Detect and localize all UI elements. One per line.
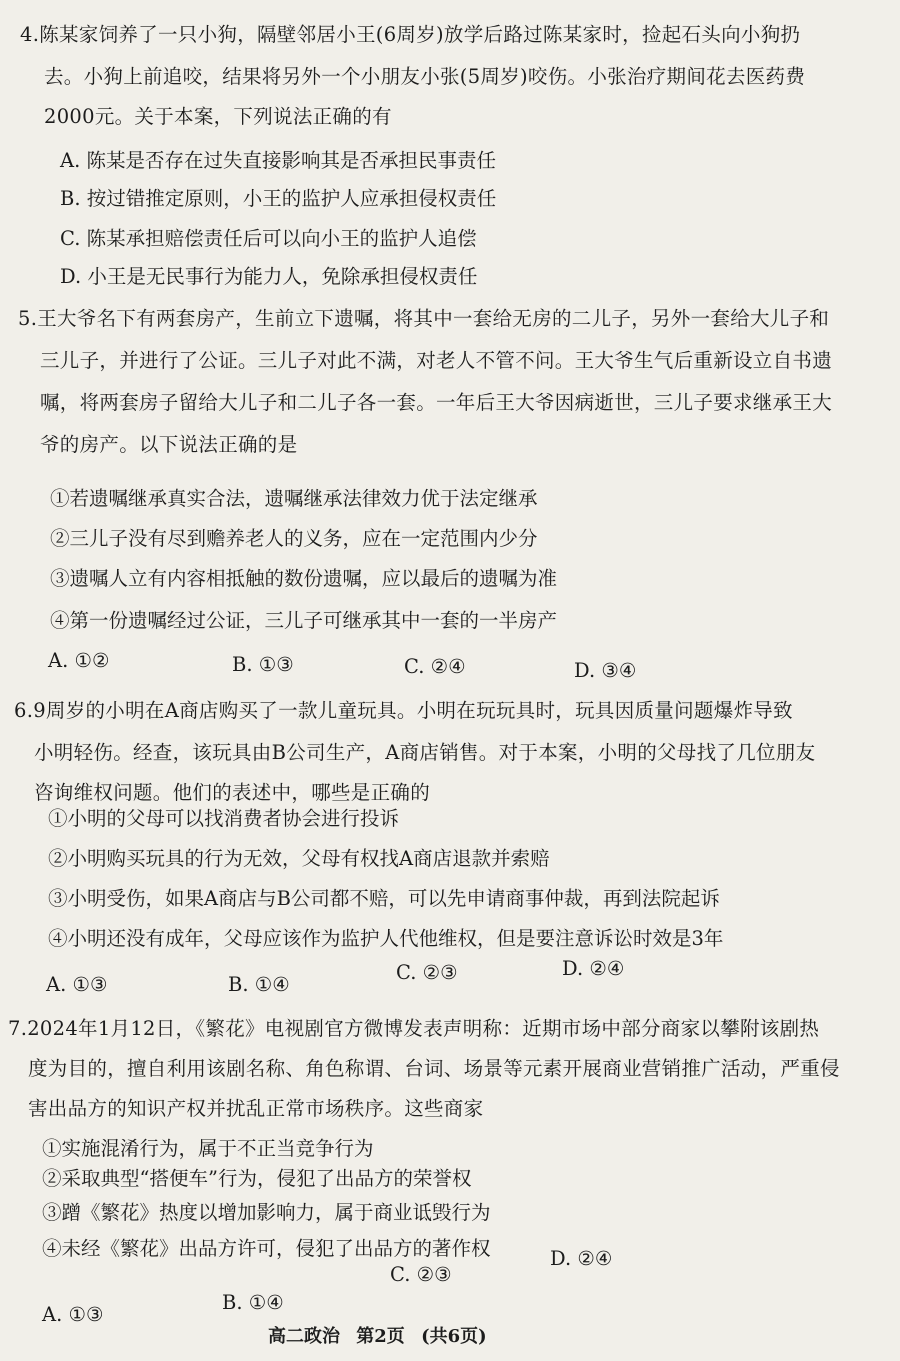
statement-2: ②采取典型“搭便车”行为，侵犯了出品方的荣誉权 <box>42 1167 472 1190</box>
option-b[interactable]: B. ①④ <box>222 1291 284 1314</box>
question-stem-line: 度为目的，擅自利用该剧名称、角色称谓、台词、场景等元素开展商业营销推广活动，严重侵 <box>28 1057 840 1080</box>
option-c[interactable]: C. ②④ <box>404 655 466 678</box>
footer-total-pages: (共6页) <box>421 1326 487 1347</box>
statement-1: ①小明的父母可以找消费者协会进行投诉 <box>48 807 400 830</box>
option-b[interactable]: B. ①③ <box>232 653 294 676</box>
option-b[interactable]: B. 按过错推定原则，小王的监护人应承担侵权责任 <box>60 187 497 210</box>
question-stem-line: 7.2024年1月12日，《繁花》电视剧官方微博发表声明称：近期市场中部分商家以攀附该剧热 <box>8 1017 820 1040</box>
statement-3: ③小明受伤，如果A商店与B公司都不赔，可以先申请商事仲裁，再到法院起诉 <box>48 887 720 910</box>
option-d[interactable]: D. ②④ <box>550 1247 613 1270</box>
option-d[interactable]: D. ②④ <box>562 957 625 980</box>
question-stem-line: 去。小狗上前追咬，结果将另外一个小朋友小张(5周岁)咬伤。小张治疗期间花去医药费 <box>44 65 806 88</box>
option-a[interactable]: A. ①③ <box>46 973 108 996</box>
statement-3: ③遗嘱人立有内容相抵触的数份遗嘱，应以最后的遗嘱为准 <box>50 567 558 590</box>
footer-page-number: 第2页 <box>356 1326 405 1347</box>
option-d[interactable]: D. ③④ <box>574 659 637 682</box>
page-footer <box>268 1322 497 1348</box>
option-d[interactable]: D. 小王是无民事行为能力人，免除承担侵权责任 <box>60 265 478 288</box>
question-stem-line: 小明轻伤。经查，该玩具由B公司生产，A商店销售。对于本案，小明的父母找了几位朋友 <box>34 741 816 764</box>
statement-2: ②三儿子没有尽到赡养老人的义务，应在一定范围内少分 <box>50 527 538 550</box>
question-stem-line: 5.王大爷名下有两套房产，生前立下遗嘱，将其中一套给无房的二儿子，另外一套给大儿子和 <box>18 307 830 330</box>
statement-4: ④未经《繁花》出品方许可，侵犯了出品方的著作权 <box>42 1237 491 1260</box>
question-stem-line: 咨询维权问题。他们的表述中，哪些是正确的 <box>34 781 431 804</box>
question-stem-line: 嘱，将两套房子留给大儿子和二儿子各一套。一年后王大爷因病逝世，三儿子要求继承王大 <box>40 391 833 414</box>
question-stem-line: 4.陈某家饲养了一只小狗，隔壁邻居小王(6周岁)放学后路过陈某家时，捡起石头向小狗扔 <box>20 23 801 46</box>
option-c[interactable]: C. 陈某承担赔偿责任后可以向小王的监护人追偿 <box>60 227 477 250</box>
question-stem-line: 爷的房产。以下说法正确的是 <box>40 433 298 456</box>
option-c[interactable]: C. ②③ <box>396 961 458 984</box>
statement-4: ④小明还没有成年，父母应该作为监护人代他维权，但是要注意诉讼时效是3年 <box>48 927 724 950</box>
question-stem-line: 6.9周岁的小明在A商店购买了一款儿童玩具。小明在玩玩具时，玩具因质量问题爆炸导致 <box>14 699 793 722</box>
footer-subject: 高二政治 <box>268 1326 340 1347</box>
statement-3: ③蹭《繁花》热度以增加影响力，属于商业诋毁行为 <box>42 1201 491 1224</box>
question-stem-line: 三儿子，并进行了公证。三儿子对此不满，对老人不管不问。王大爷生气后重新设立自书遗 <box>40 349 833 372</box>
question-stem-line: 2000元。关于本案，下列说法正确的有 <box>44 105 392 128</box>
option-a[interactable]: A. 陈某是否存在过失直接影响其是否承担民事责任 <box>60 149 496 172</box>
statement-2: ②小明购买玩具的行为无效，父母有权找A商店退款并索赔 <box>48 847 550 870</box>
option-c[interactable]: C. ②③ <box>390 1263 452 1286</box>
question-stem-line: 害出品方的知识产权并扰乱正常市场秩序。这些商家 <box>28 1097 484 1120</box>
statement-4: ④第一份遗嘱经过公证，三儿子可继承其中一套的一半房产 <box>50 609 558 632</box>
statement-1: ①实施混淆行为，属于不正当竞争行为 <box>42 1137 374 1160</box>
option-a[interactable]: A. ①③ <box>42 1303 104 1326</box>
option-b[interactable]: B. ①④ <box>228 973 290 996</box>
statement-1: ①若遗嘱继承真实合法，遗嘱继承法律效力优于法定继承 <box>50 487 538 510</box>
option-a[interactable]: A. ①② <box>48 649 110 672</box>
